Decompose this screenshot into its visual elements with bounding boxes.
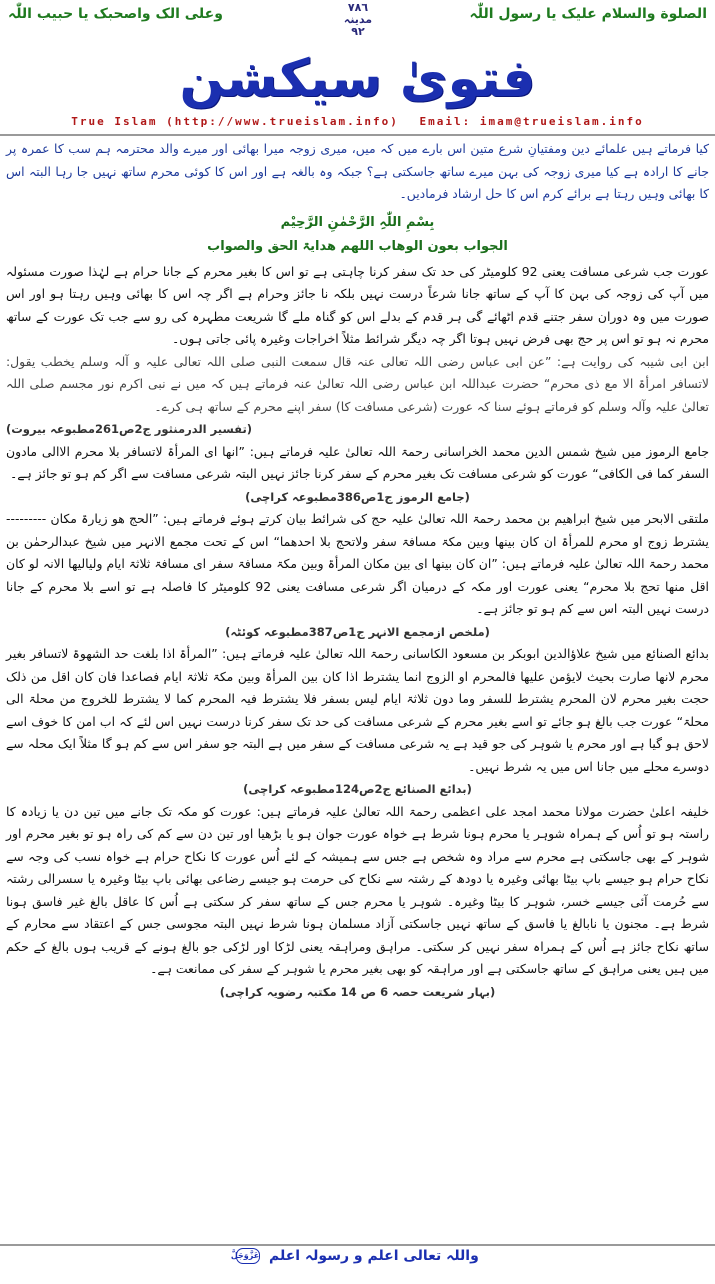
masthead	[0, 44, 715, 114]
fatwa-body	[6, 138, 709, 1003]
reference-3: (ملخص ازمجمع الانہر ج1ص387مطبوعہ کوئٹہ)	[225, 624, 490, 639]
reference-4: (بدائع الصنائع ج2ص124مطبوعہ کراچی)	[243, 782, 472, 796]
hijri-emblem	[330, 2, 386, 38]
divider-bottom	[0, 1244, 715, 1246]
reference-2: (جامع الرموز ج1ص386مطبوعہ کراچی)	[245, 489, 470, 504]
reference-5: (بہار شریعت حصہ 6 ص 14 مکتبہ رضویہ کراچی)	[219, 984, 496, 999]
hijri-number-2: ٩٢	[351, 25, 365, 38]
site-link[interactable]: True Islam (http://www.trueislam.info)	[71, 115, 399, 128]
salutation-left: وعلی الک واصحبک یا حبیب اللّٰہ	[8, 6, 223, 22]
page-title: فتویٰ سیکشن	[179, 49, 536, 109]
answer-paragraph-4: ملتقی الابحر میں شیخ ابراھیم بن محمد رحمۃ اللہ تعالیٰ علیہ حج کی شرائط بیان کرتے ہوئے فرماتے ہیں: ”الحج ھو زیارۃ مکان --------- یشترط زوج او محرم للمرأۃ ان کان بینھا وبین مکۃ مسافۃ سفر ولاتحج بلا احدھما“ اس کے تحت مجمع الانہر میں شیخ عبدالرحمٰن بن محمد رحمۃ اللہ تعالیٰ علیہ فرماتے ہیں: ”ان کان بینھا ای بین مکان المرأۃ وبین مکۃ مسافۃ سفر ای مسافۃ ثلاثۃ ایام ولیالیھا الانہ لو کان اقل منھا تحج بلا محرم“ یعنی عورت اور مکہ کے درمیان اگر شرعی مسافت یعنی 92 کلومیٹر کا فاصلہ ہے تو اسے بلا محرم کے جانا درست نہیں البتہ اس سے کم ہو تو جائز ہے۔	[6, 511, 709, 616]
answer-paragraph-5: بدائع الصنائع میں شیخ علاؤالدین ابوبکر بن مسعود الکاسانی رحمۃ اللہ تعالیٰ علیہ فرماتے ہیں: ”المرأۃ اذا بلغت حد الشھوۃ لاتسافر بغیر محرم لانھا صارت بحیث لایؤمن علیھا فالمحرم او الزوج انما یشترط اذا کان بین المرأۃ وبین مکۃ ثلاثۃ ایام فصاعدا فان کان اقل من ذلک حجت بغیر محرم لان المحرم یشترط للسفر وما دون ثلاثۃ ایام لیس بسفر فلا یشترط فیہ المحرم کما لا یشترط للخروج من محلۃ الی محلۃ“ عورت جب بالغ ہو جائے تو اسے بغیر محرم کے شرعی مسافت کی حد تک سفر کرنا درست نہیں اس لئے کہ اب امن کا خوف اسے لاحق ہو گیا ہے اور محرم یا شوہر کی جو قید ہے یہ شرعی مسافت کے سفر میں ہے البتہ جو سفر اس سے کم ہو گا مثلاً ایک محلہ سے دوسرے محلے میں جانا اس میں یہ شرط نہیں۔	[6, 646, 709, 774]
closing-text: واللہ تعالی اعلم و رسولہ اعلم	[269, 1248, 479, 1264]
email-link[interactable]: Email: imam@trueislam.info	[419, 115, 644, 128]
answer-paragraph-2: ابن ابی شیبہ کی روایت ہے: ”عن ابی عباس رضی اللہ تعالی عنہ قال سمعت النبی صلی اللہ تعالی علیہ و آلہ وسلم یخطب یقول: لاتسافر امرأۃ الا مع ذی محرم“ حضرت عبداللہ ابن عباس رضی اللہ تعالیٰ عنہ فرماتے ہیں کہ میں نے نبی اکرم نور مجسم صلی اللہ تعالیٰ علیہ وآلہ وسلم کو فرماتے ہوئے سنا کہ عورت (شرعی مسافت کا) سفر اپنے محرم کے ساتھ ہی کرے۔	[6, 353, 709, 414]
hijri-number: ٧٨٦	[347, 1, 369, 14]
divider	[0, 134, 715, 136]
basmala: بِسْمِ اللّٰہِ الرَّحْمٰنِ الرَّحِیْم	[280, 214, 435, 230]
closing-line	[0, 1248, 715, 1274]
hijri-city: مدینہ	[343, 13, 373, 26]
answer-paragraph-1: عورت جب شرعی مسافت یعنی 92 کلومیٹر کی حد تک سفر کرنا چاہتی ہے تو اس کا بغیر محرم کے جانا حرام ہے لہٰذا صورت مسئولہ میں آپ کی زوجہ کی بہن کا آپ کے ساتھ جانا شرعاً درست نہیں بلکہ نا جائز وحرام ہے اگر چہ اس کا بھائی وہیں رہتا ہو اور اس صورت میں وہ دوران سفر جتنے قدم اٹھائے گی ہر قدم کے بدلے اس کو گناہ ملے گا شریعت مطہرہ کی رو سے جب تک عورت کے ساتھ محرم نہ ہو تو اس پر حج بھی فرض نہیں ہوتا اگر چہ دیگر شرائط مثلاً اخراجات وغیرہ پائی جاتی ہوں۔	[6, 263, 709, 346]
header-bar	[0, 0, 715, 42]
answer-paragraph-3: جامع الرموز میں شیخ شمس الدین محمد الخراسانی رحمۃ اللہ تعالیٰ علیہ فرماتے ہیں: ”انھا ای المرأۃ لاتسافر بلا محرم الاالی مادون السفر کما فی الکافی“ عورت کو شرعی مسافت تک بغیر محرم کے سفر کرنا جائز نہیں البتہ شرعی مسافت سے اگر کم ہو تو جائز ہے۔	[6, 443, 709, 481]
seal-icon: عَزَّوَجَلَّ	[236, 1248, 260, 1264]
salutation-right: الصلوة والسلام علیک یا رسول اللّٰہ	[469, 6, 707, 22]
reference-1: (تفسیر الدرمنثور ج2ص261مطبوعہ بیروت)	[6, 422, 253, 436]
question-text: کیا فرماتے ہیں علمائے دین ومفتیانِ شرع متین اس بارے میں کہ میں، میری زوجہ میرا بھائی اور میرے والد محترمہ ہم سب کا عمرہ پر جانے کا ارادہ ہے کیا میری زوجہ کی بہن میرے ساتھ جاسکتی ہے؟ جبکہ وہ بالغہ ہے اور اس کا کوئی محرم ساتھ نہیں جا رہا البتہ اس کا بھائی وہیں رہتا ہے برائے کرم اس کا حل ارشاد فرمادیں۔	[6, 141, 709, 201]
contact-line	[0, 115, 715, 133]
answer-paragraph-6: خلیفہ اعلیٰ حضرت مولانا محمد امجد علی اعظمی رحمۃ اللہ تعالیٰ علیہ فرماتے ہیں: عورت کو مکہ تک جانے میں تین دن یا زیادہ کا راستہ ہو تو اُس کے ہمراہ شوہر یا محرم ہونا شرط ہے خواہ عورت جوان ہو یا بڑھیا اور تین دن سے کم کی راہ ہو تو بغیر محرم اور شوہر کے بھی جاسکتی ہے محرم سے مراد وہ شخص ہے جس سے ہمیشہ کے لئے اُس عورت کا نکاح حرام ہے خواہ نسب کی وجہ سے نکاح حرام ہو جیسے باپ بیٹا بھائی وغیرہ یا دودھ کے رشتہ سے نکاح کی حرمت ہو جیسے رضاعی بھائی باپ بیٹا وغیرہ یا سسرالی رشتہ سے حُرمت آئی جیسے خسر، شوہر کا بیٹا وغیرہ۔ شوہر یا محرم جس کے ساتھ سفر کر سکتی ہے اُس کا عاقل بالغ غیر فاسق ہونا شرط ہے۔ مجنون یا نابالغ یا فاسق کے ساتھ نہیں جاسکتی آزاد مسلمان ہونا شرط نہیں البتہ مجوسی جس کے اعتقاد سے محارم کے ساتھ نکاح جائز ہے اُس کے ہمراہ سفر نہیں کر سکتی۔ مراہق ومراہقہ یعنی لڑکا اور لڑکی جو بالغ ہونے کے قریب ہوں بالغ کے حکم میں ہیں یعنی مراہق کے ساتھ جاسکتی ہے اور مراہقہ کو بھی بغیر محرم یا شوہر کے سفر کی ممانعت ہے۔	[6, 803, 709, 976]
answer-heading: الجواب بعون الوھاب اللھم ھدایۃ الحق والصواب	[207, 239, 508, 254]
